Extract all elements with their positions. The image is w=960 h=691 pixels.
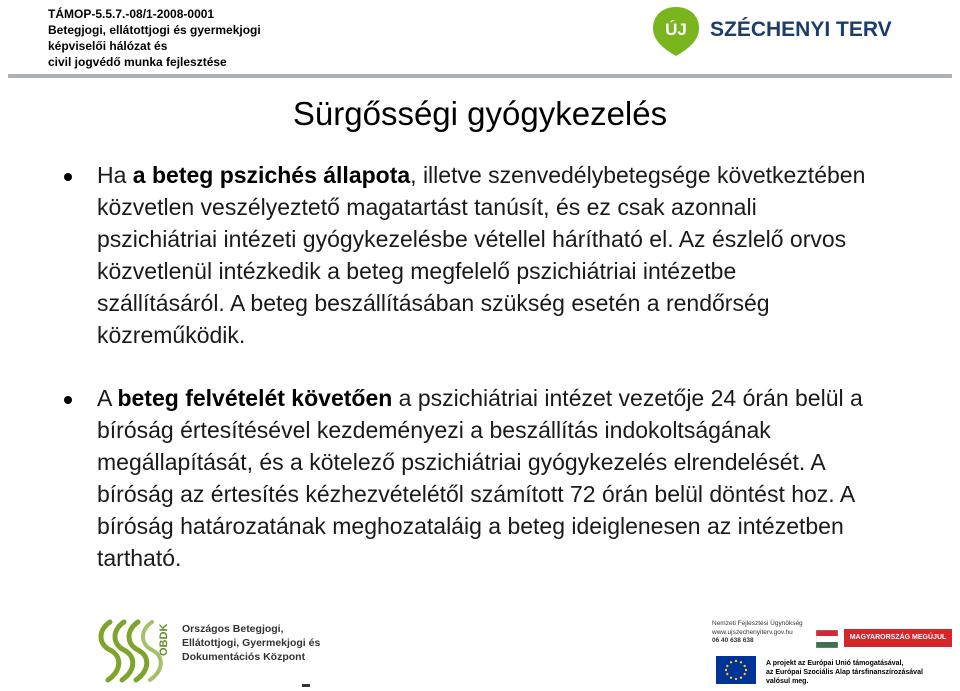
- project-id-block: [48, 6, 378, 70]
- obdk-name: [182, 622, 332, 664]
- agency-url: www.ujszechenyiterv.gov.hu: [712, 628, 793, 636]
- bullet-line: [97, 160, 940, 192]
- bullet-item: [60, 383, 940, 574]
- obdk-name-line: Dokumentációs Központ: [182, 651, 306, 663]
- obdk-name-line: Országos Betegjogi,: [182, 623, 284, 635]
- bullet-line: közreműködik.: [97, 321, 246, 348]
- eu-funding-text: [766, 659, 954, 686]
- obdk-emblem-icon: [96, 616, 166, 686]
- footer-mark: [302, 684, 310, 687]
- obdk-logo: [96, 612, 336, 690]
- slide-title: Sürgősségi gyógykezelés: [292, 95, 668, 132]
- bullet-line: szállításáról. A beteg beszállításában szükség esetén a rendőrség: [97, 289, 770, 316]
- szechenyi-terv-logo: [652, 4, 952, 58]
- bullet-dot-icon: [64, 396, 72, 404]
- bullet-list: [60, 160, 940, 575]
- bullet-dot-icon: [64, 173, 72, 181]
- agency-info: [712, 620, 803, 646]
- text-run: a pszichiátriai intézet vezetője 24 órán belül a: [392, 385, 863, 412]
- text-run: A: [97, 385, 118, 412]
- eu-funding-line: az Európai Szociális Alap társfinanszírozásával: [766, 669, 923, 676]
- project-title-line-2: képviselői hálózat és: [48, 39, 168, 53]
- magyarorszag-megujul-badge: MAGYARORSZÁG MEGÚJUL: [844, 629, 952, 647]
- obdk-name-line: Ellátottjogi, Gyermekjogi és: [182, 637, 321, 649]
- text-run: Ha: [97, 162, 133, 188]
- bullet-line: közvetlen veszélyeztető magatartást tanúsít, és ez csak azonnali: [97, 193, 757, 220]
- project-title-line-1: Betegjogi, ellátottjogi és gyermekjogi: [48, 23, 261, 37]
- bullet-line: megállapítását, és a kötelező pszichiátriai gyógykezelés elrendelését. A: [97, 449, 826, 476]
- logo-name: SZÉCHENYI TERV: [710, 18, 892, 41]
- agency-name: Nemzeti Fejlesztési Ügynökség: [712, 620, 803, 627]
- project-code: TÁMOP-5.5.7.-08/1-2008-0001: [48, 7, 215, 21]
- eu-funding-line: valósul meg.: [766, 678, 809, 685]
- funding-block: [704, 612, 956, 690]
- eu-funding-line: A projekt az Európai Unió támogatásával,: [766, 660, 904, 667]
- bullet-item: [60, 160, 940, 351]
- hungarian-flag-icon: [816, 630, 838, 648]
- eu-flag-icon: [716, 656, 756, 684]
- text-run: , illetve szenvedélybetegsége következtében: [410, 162, 866, 188]
- obdk-abbr: OBDK: [158, 623, 170, 656]
- bullet-line: közvetlenül intézkedik a beteg megfelelő pszichiátriai intézetbe: [97, 257, 737, 284]
- header-divider: [8, 74, 952, 78]
- bullet-line: pszichiátriai intézeti gyógykezelésbe vétellel hárítható el. Az észlelő orvos: [97, 225, 847, 252]
- agency-phone: 06 40 638 638: [712, 637, 754, 644]
- bold-run: a beteg pszichés állapota: [132, 162, 411, 188]
- bullet-line: tartható.: [97, 544, 182, 571]
- logo-prefix: ÚJ: [665, 20, 687, 39]
- bold-run: beteg felvételét követően: [117, 385, 393, 412]
- bullet-line: [97, 383, 940, 415]
- bullet-line: bíróság az értesítés kézhezvételétől számított 72 órán belül döntést hoz. A: [97, 481, 856, 508]
- bullet-line: bíróság értesítésével kezdeményezi a beszállítás indokoltságának: [97, 417, 771, 444]
- project-title-line-3: civil jogvédő munka fejlesztése: [48, 55, 227, 69]
- bullet-line: bíróság határozatának meghozataláig a beteg ideiglenesen az intézetben: [97, 513, 844, 540]
